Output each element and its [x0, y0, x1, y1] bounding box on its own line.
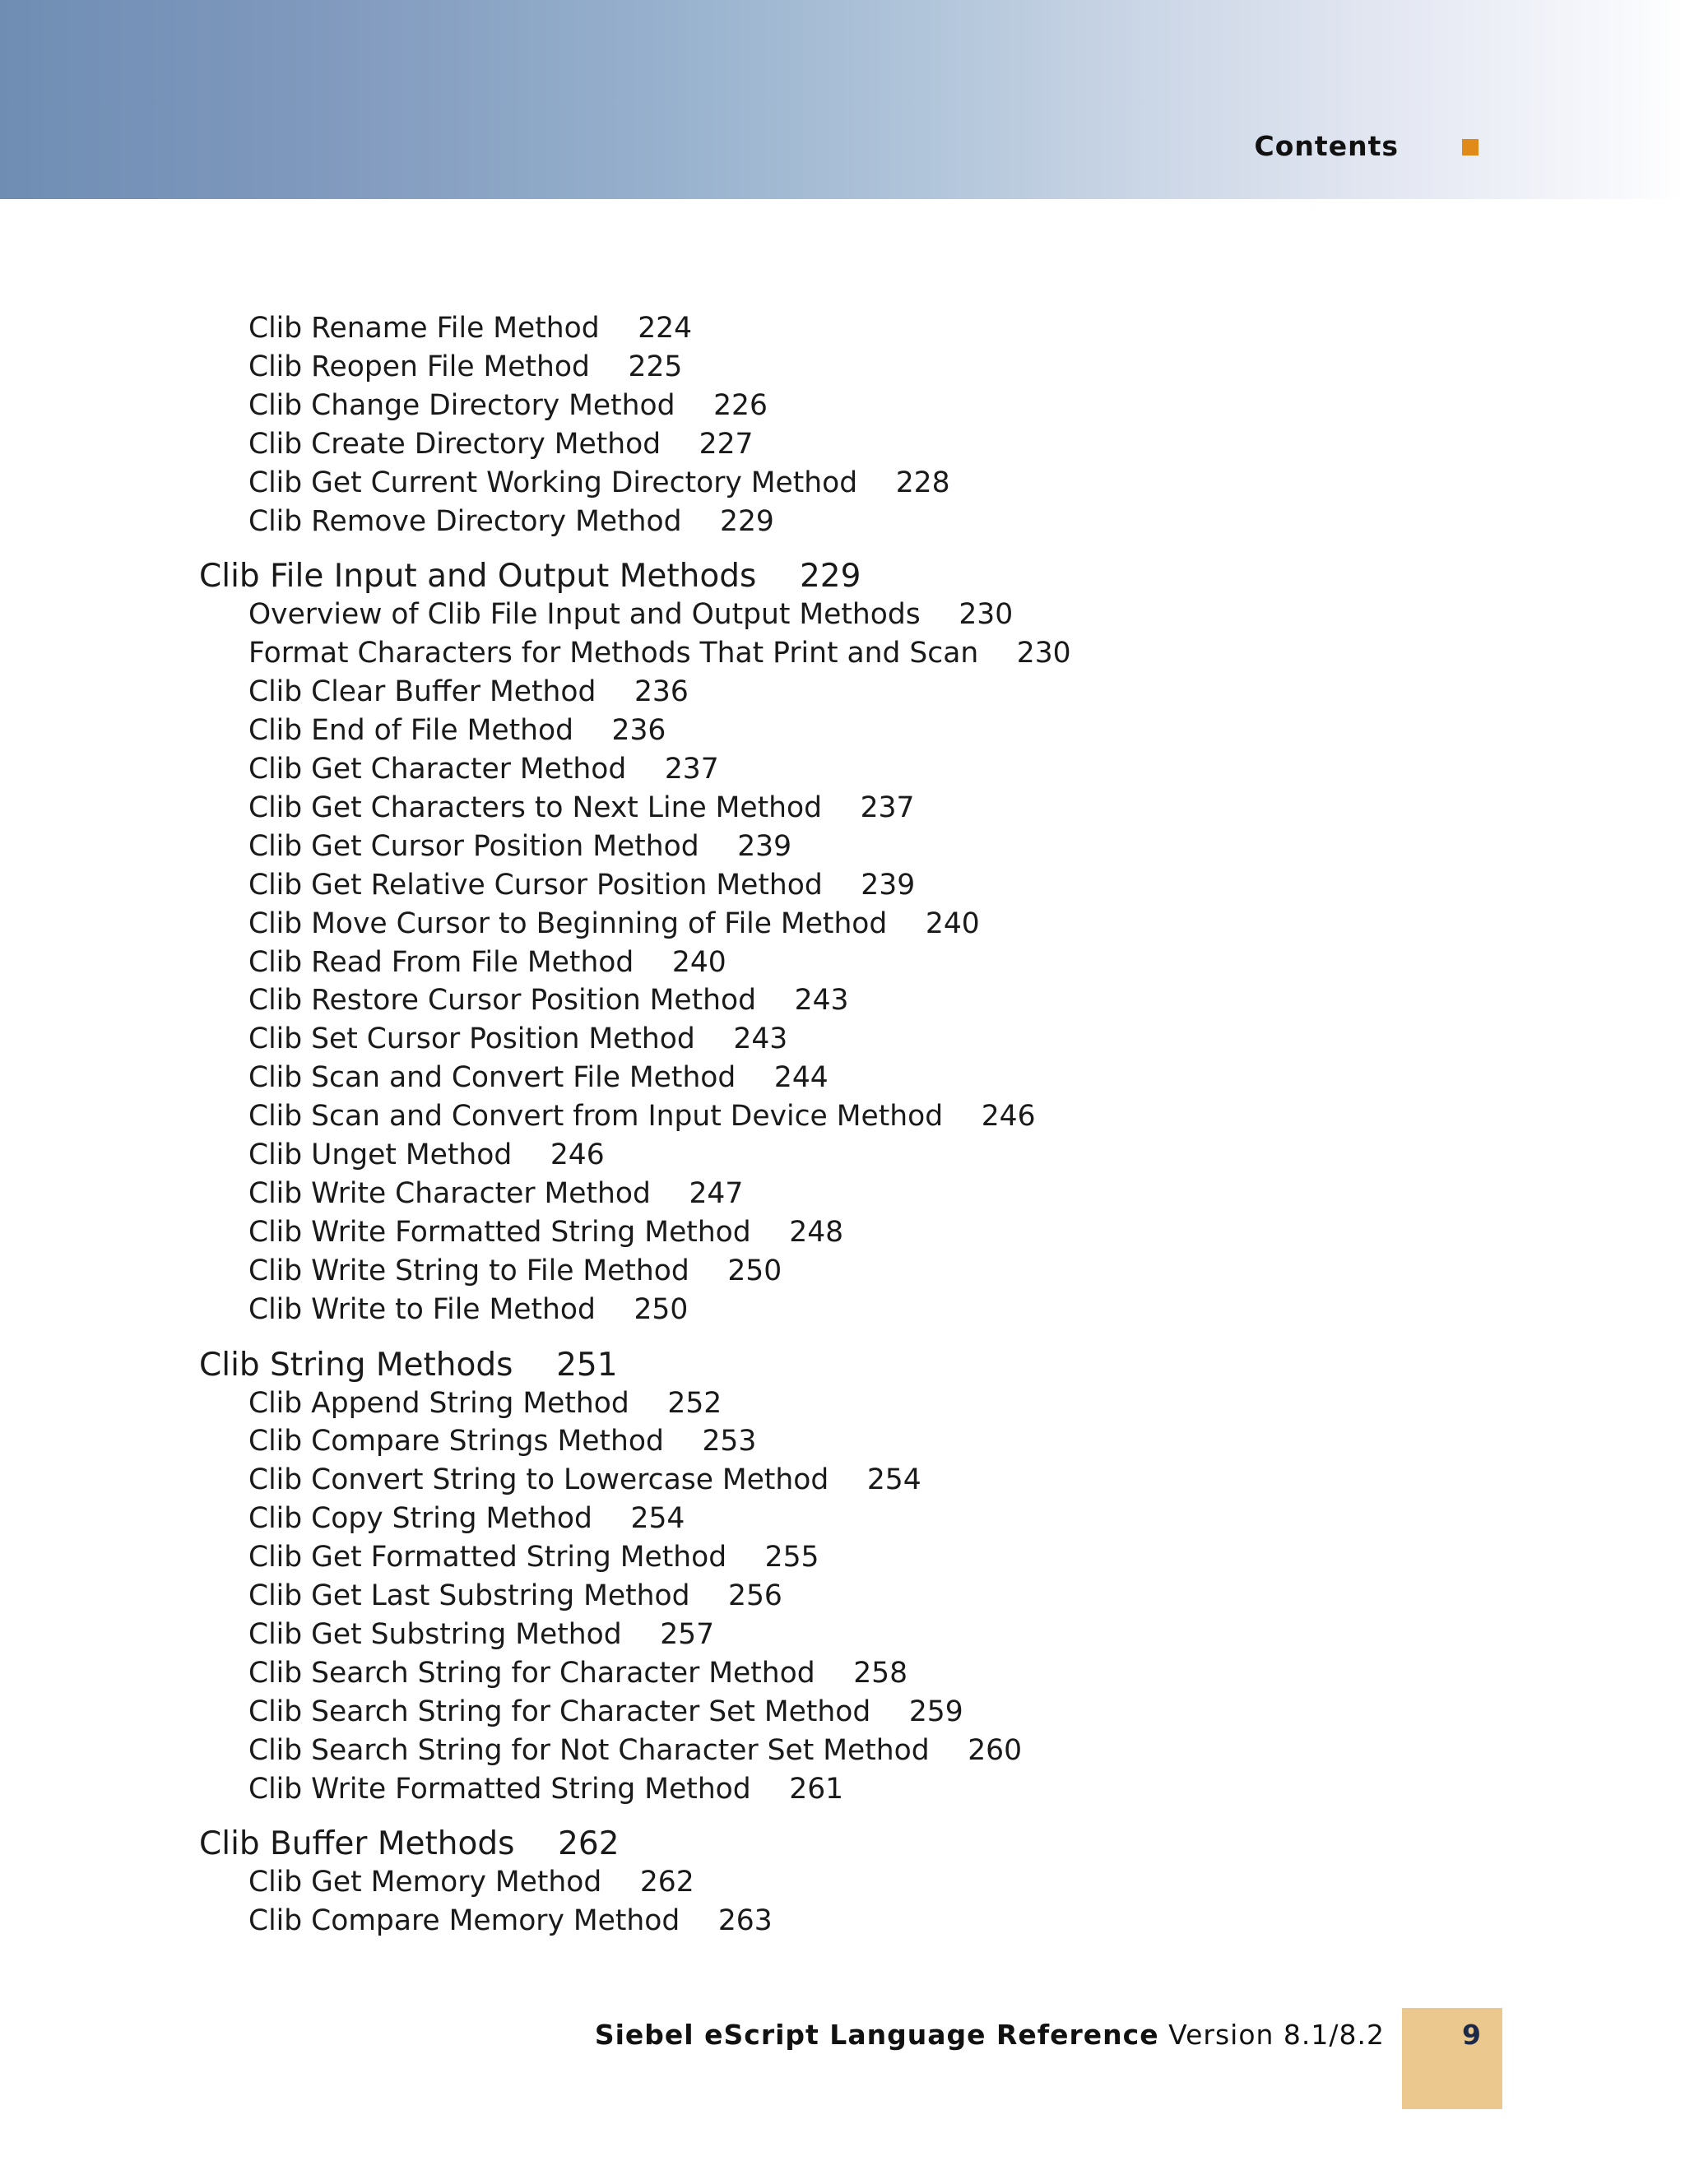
toc-entry[interactable] [248, 1733, 1023, 1767]
toc-entry[interactable] [248, 1463, 921, 1497]
toc-entry-page: 256 [728, 1579, 782, 1612]
toc-entry-title: Clib Get Relative Cursor Position Method [248, 868, 823, 902]
toc-entry-title: Clib Write String to File Method [248, 1254, 689, 1287]
toc-entry-page: 227 [699, 427, 754, 461]
toc-entry[interactable] [248, 1579, 782, 1612]
toc-entry-title: Clib Clear Buffer Method [248, 675, 596, 709]
toc-entry-page: 243 [733, 1022, 788, 1056]
footer-book-title: Siebel eScript Language Reference [594, 2019, 1159, 2051]
toc-entry[interactable] [248, 791, 915, 824]
toc-entry-title: Clib Search String for Character Set Method [248, 1695, 871, 1728]
toc-entry-page: 236 [611, 714, 666, 748]
toc-entry-title: Clib Get Substring Method [248, 1617, 622, 1651]
toc-entry-title: Clib Compare Memory Method [248, 1904, 680, 1938]
page-number: 9 [1462, 2019, 1481, 2051]
footer-book-info [595, 2019, 1385, 2051]
toc-entry-page: 229 [720, 504, 774, 538]
toc-entry[interactable] [248, 984, 849, 1018]
toc-entry[interactable] [248, 1502, 685, 1536]
toc-entry[interactable] [248, 1176, 744, 1210]
toc-entry[interactable] [248, 1138, 605, 1171]
toc-entry-title: Clib Change Directory Method [248, 388, 675, 422]
toc-entry-page: 263 [717, 1904, 773, 1938]
toc-entry-page: 225 [628, 350, 683, 383]
toc-entry-page: 247 [689, 1176, 744, 1210]
toc-entry-title: Clib String Methods [199, 1346, 513, 1384]
toc-entry-page: 252 [667, 1386, 722, 1420]
toc-entry-page: 244 [773, 1061, 829, 1095]
toc-entry-title: Clib Write to File Method [248, 1292, 596, 1326]
toc-entry[interactable] [248, 1292, 689, 1326]
toc-entry-title: Clib Get Current Working Directory Method [248, 466, 858, 499]
toc-entry-title: Clib Get Cursor Position Method [248, 829, 699, 863]
toc-entry[interactable] [248, 1868, 694, 1897]
toc-entry[interactable] [248, 1254, 782, 1287]
toc-entry[interactable] [248, 1215, 844, 1249]
toc-entry-title: Clib Append String Method [248, 1386, 629, 1420]
toc-entry-title: Clib Compare Strings Method [248, 1425, 664, 1458]
toc-entry[interactable] [248, 1695, 963, 1728]
toc-entry[interactable] [248, 1427, 756, 1456]
toc-entry-title: Clib File Input and Output Methods [199, 558, 757, 596]
toc-entry-page: 259 [908, 1695, 963, 1728]
toc-entry-title: Clib Set Cursor Position Method [248, 1022, 695, 1056]
toc-entry-title: Clib Search String for Not Character Set Method [248, 1733, 930, 1767]
toc-entry-page: 260 [968, 1733, 1023, 1767]
toc-entry-title: Clib End of File Method [248, 714, 573, 748]
toc-entry[interactable] [248, 829, 792, 863]
toc-entry[interactable] [248, 350, 683, 383]
toc-entry-title: Format Characters for Methods That Print and Scan [248, 637, 979, 670]
toc-entry-page: 258 [853, 1656, 908, 1690]
toc-entry-title: Clib Get Characters to Next Line Method [248, 791, 823, 824]
header-band [0, 0, 1685, 199]
toc-entry-page: 226 [713, 388, 768, 422]
toc-entry-title: Clib Move Cursor to Beginning of File Method [248, 907, 888, 940]
toc-entry[interactable] [248, 1656, 908, 1690]
toc-entry-title: Clib Buffer Methods [199, 1825, 515, 1863]
toc-entry-title: Clib Copy String Method [248, 1502, 592, 1536]
toc-entry-title: Overview of Clib File Input and Output Methods [248, 598, 921, 632]
toc-entry-page: 257 [660, 1617, 715, 1651]
toc-entry-title: Clib Create Directory Method [248, 427, 661, 461]
toc-entry-title: Clib Get Formatted String Method [248, 1541, 727, 1574]
toc-entry-page: 243 [794, 984, 849, 1018]
toc-entry-title: Clib Rename File Method [248, 312, 600, 345]
toc-entry[interactable] [248, 1772, 844, 1806]
toc-entry-title: Clib Search String for Character Method [248, 1656, 815, 1690]
toc-entry[interactable] [248, 598, 1014, 632]
toc-entry-page: 246 [981, 1100, 1036, 1134]
toc-entry-title: Clib Convert String to Lowercase Method [248, 1463, 829, 1497]
toc-entry-page: 237 [664, 753, 719, 786]
toc-entry[interactable] [248, 1386, 722, 1420]
toc-entry-page: 236 [634, 675, 689, 709]
toc-entry-title: Clib Scan and Convert from Input Device Method [248, 1100, 944, 1134]
toc-entry-page: 237 [860, 791, 915, 824]
toc-entry[interactable] [248, 1022, 788, 1056]
toc-entry-page: 251 [556, 1346, 618, 1384]
toc-entry[interactable] [248, 1904, 773, 1938]
toc-entry-title: Clib Remove Directory Method [248, 504, 682, 538]
toc-section-entry[interactable] [199, 1825, 620, 1863]
toc-entry-page: 229 [799, 558, 861, 596]
header-marker-square [1462, 139, 1478, 155]
toc-entry-page: 240 [671, 945, 726, 979]
toc-entry-page: 254 [866, 1463, 921, 1497]
toc-entry[interactable] [248, 388, 768, 422]
toc-entry-page: 253 [702, 1425, 757, 1458]
toc-entry-page: 262 [558, 1825, 620, 1863]
toc-entry[interactable] [248, 427, 754, 461]
toc-entry[interactable] [248, 1100, 1036, 1134]
toc-entry[interactable] [248, 1543, 819, 1572]
toc-entry-title: Clib Scan and Convert File Method [248, 1061, 736, 1095]
toc-entry[interactable] [248, 755, 719, 784]
running-header-title: Contents [1254, 130, 1399, 162]
toc-entry-page: 239 [737, 829, 792, 863]
toc-section-entry[interactable] [199, 1346, 618, 1384]
toc-entry-title: Clib Get Character Method [248, 753, 627, 786]
toc-entry-page: 255 [764, 1541, 819, 1574]
toc-entry-page: 261 [789, 1772, 844, 1806]
toc-entry-page: 228 [895, 466, 950, 499]
toc-entry-title: Clib Get Last Substring Method [248, 1579, 690, 1612]
toc-entry-title: Clib Get Memory Method [248, 1866, 602, 1899]
toc-entry-page: 262 [639, 1866, 694, 1899]
toc-entry-title: Clib Restore Cursor Position Method [248, 984, 757, 1018]
toc-entry-title: Clib Unget Method [248, 1138, 513, 1171]
toc-entry[interactable] [248, 868, 916, 902]
toc-entry-page: 250 [634, 1292, 689, 1326]
toc-entry-title: Clib Reopen File Method [248, 350, 590, 383]
toc-entry-page: 224 [638, 312, 693, 345]
toc-entry[interactable] [248, 504, 774, 538]
toc-entry[interactable] [248, 714, 666, 748]
toc-entry-page: 230 [1016, 637, 1071, 670]
toc-entry-title: Clib Write Character Method [248, 1176, 651, 1210]
toc-section-entry[interactable] [199, 558, 861, 596]
toc-entry-title: Clib Read From File Method [248, 945, 634, 979]
toc-entry-title: Clib Write Formatted String Method [248, 1772, 751, 1806]
toc-entry[interactable] [248, 1061, 829, 1095]
toc-entry-page: 240 [925, 907, 980, 940]
toc-entry[interactable] [248, 466, 950, 499]
toc-entry-page: 246 [550, 1138, 605, 1171]
toc-entry[interactable] [248, 314, 692, 343]
toc-entry-page: 254 [630, 1502, 685, 1536]
toc-entry[interactable] [248, 675, 689, 709]
toc-entry-title: Clib Write Formatted String Method [248, 1215, 751, 1249]
footer-version: Version 8.1/8.2 [1168, 2019, 1385, 2051]
toc-entry-page: 239 [861, 868, 916, 902]
toc-entry-page: 230 [959, 598, 1014, 632]
toc-entry-page: 248 [789, 1215, 844, 1249]
toc-entry[interactable] [248, 907, 980, 940]
toc-entry[interactable] [248, 639, 1071, 668]
toc-entry[interactable] [248, 1617, 715, 1651]
toc-entry-page: 250 [727, 1254, 782, 1287]
toc-entry[interactable] [248, 945, 726, 979]
